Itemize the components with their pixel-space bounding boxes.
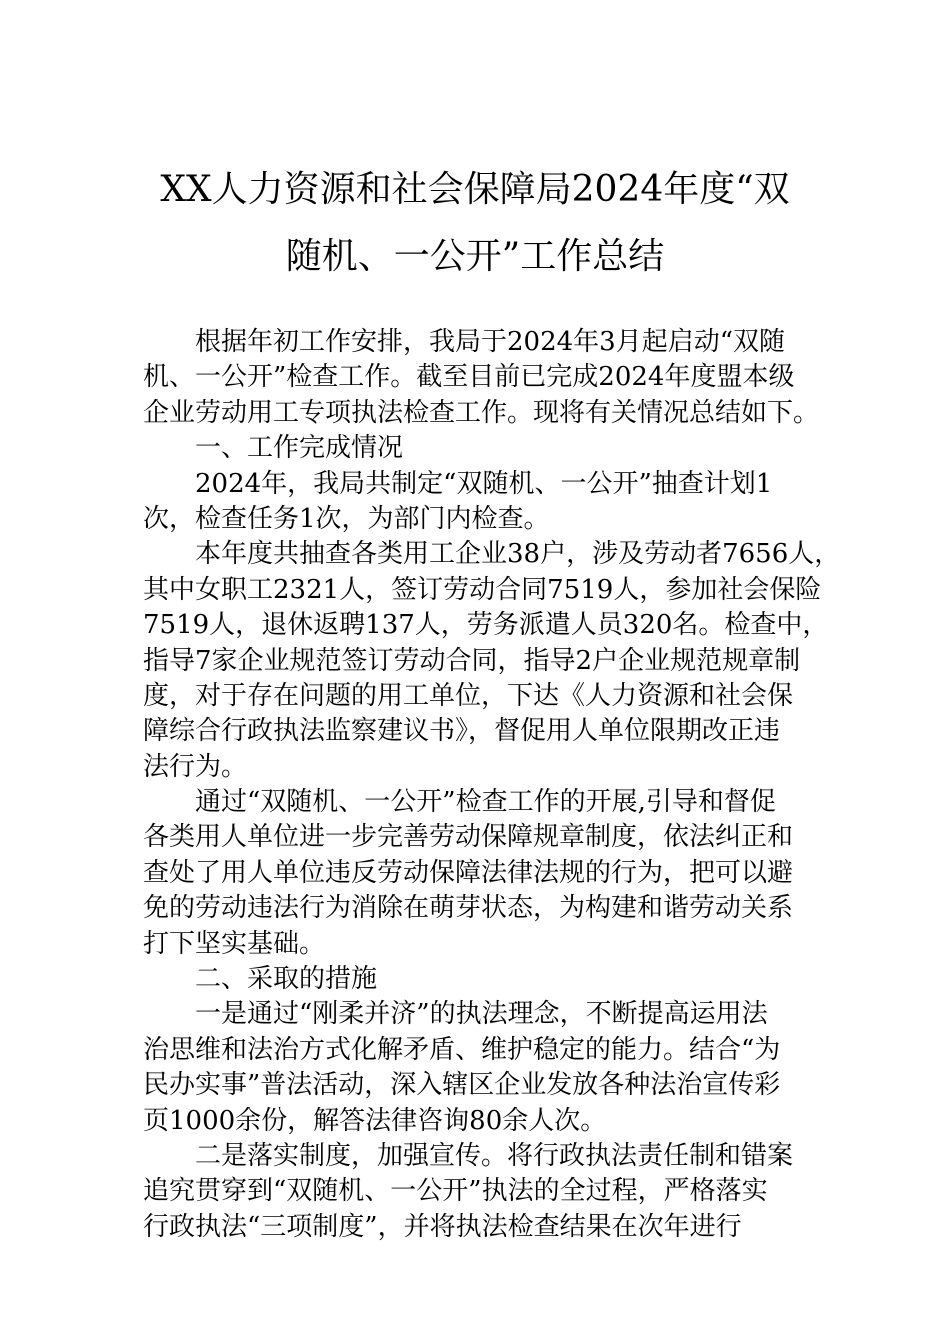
- document-title-line-2: 随机、一公开”工作总结: [285, 236, 665, 277]
- body-line: 企业劳动用工专项执法检查工作。现将有关情况总结如下。: [143, 397, 820, 428]
- body-line: 指导7家企业规范签订劳动合同，指导2户企业规范规章制: [143, 645, 801, 676]
- document-body: [143, 325, 841, 1245]
- body-line: 打下坚实基础。: [143, 928, 326, 959]
- body-line: 免的劳动违法行为消除在萌芽状态，为构建和谐劳动关系: [143, 893, 794, 924]
- body-line: 民办实事”普法活动，深入辖区企业发放各种法治宣传彩: [143, 1070, 781, 1101]
- body-line: 各类用人单位进一步完善劳动保障规章制度，依法纠正和: [143, 822, 794, 853]
- body-line: 2024年，我局共制定“双随机、一公开”抽查计划1: [195, 468, 773, 499]
- body-line: 次，检查任务1次，为部门内检查。: [143, 503, 550, 534]
- body-line: 法行为。: [143, 751, 248, 782]
- body-line: 机、一公开”检查工作。截至目前已完成2024年度盟本级: [143, 362, 795, 393]
- body-line: 追究贯穿到“双随机、一公开”执法的全过程，严格落实: [143, 1176, 768, 1207]
- body-line: 根据年初工作安排，我局于2024年3月起启动“双随: [195, 327, 786, 357]
- body-line: 一、工作完成情况: [195, 433, 404, 464]
- body-line: 7519人，退休返聘137人，劳务派遣人员320名。检查中，: [143, 610, 829, 641]
- body-line: 二是落实制度，加强宣传。将行政执法责任制和错案: [195, 1140, 794, 1171]
- body-line: 一是通过“刚柔并济”的执法理念，不断提高运用法: [195, 999, 768, 1030]
- body-line: 页1000余份，解答法律咨询80余人次。: [143, 1105, 607, 1136]
- body-line: 治思维和法治方式化解矛盾、维护稳定的能力。结合“为: [143, 1034, 781, 1065]
- body-line: 障综合行政执法监察建议书》，督促用人单位限期改正违: [143, 716, 781, 747]
- body-line: 本年度共抽查各类用工企业38户，涉及劳动者7656人，: [195, 539, 841, 570]
- document-title-line-1: XX人力资源和社会保障局2024年度“双: [160, 169, 790, 210]
- body-line: 查处了用人单位违反劳动保障法律法规的行为，把可以避: [143, 857, 794, 888]
- body-line: 其中女职工2321人，签订劳动合同7519人，参加社会保险: [143, 574, 822, 605]
- body-line: 通过“双随机、一公开”检查工作的开展,引导和督促: [195, 787, 776, 818]
- body-line: 度，对于存在问题的用工单位，下达《人力资源和社会保: [143, 680, 794, 711]
- body-line: 二、采取的措施: [195, 964, 378, 995]
- body-line: 行政执法“三项制度”，并将执法检查结果在次年进行: [143, 1211, 742, 1242]
